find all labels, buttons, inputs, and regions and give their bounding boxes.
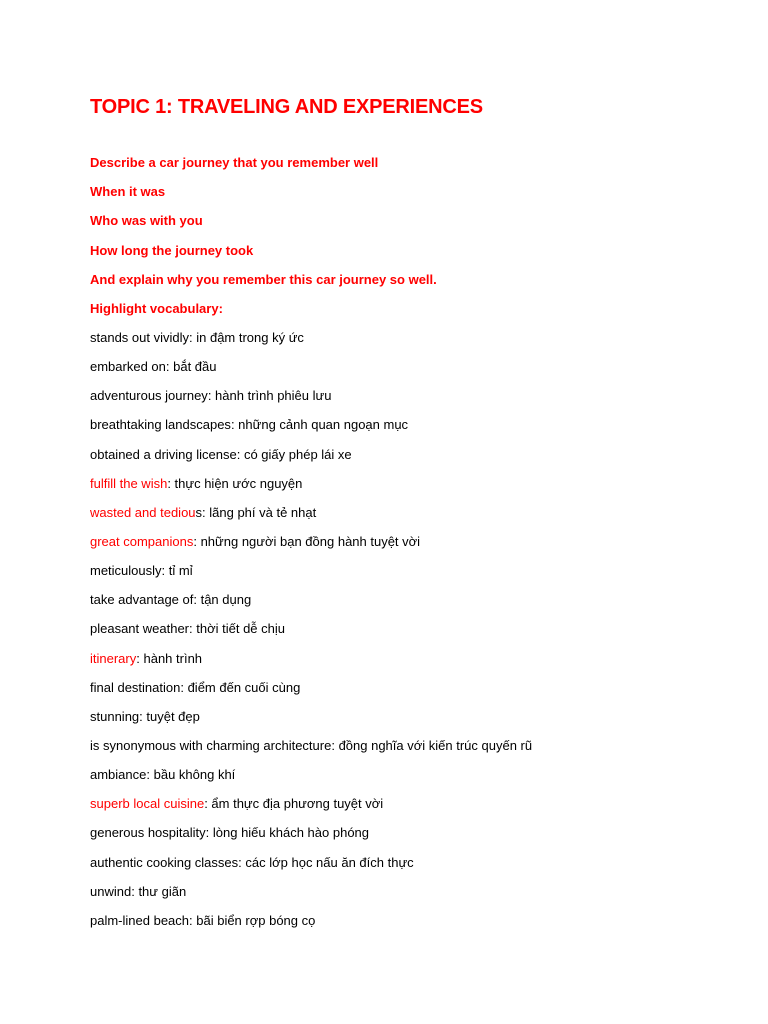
term-separator: : xyxy=(146,767,154,783)
vocabulary-item xyxy=(90,355,532,384)
vocabulary-item xyxy=(90,792,532,821)
vocabulary-term: palm-lined beach xyxy=(90,912,190,928)
term-separator: : xyxy=(204,796,212,812)
term-separator: : xyxy=(230,417,239,433)
term-separator: : xyxy=(202,504,210,520)
vocabulary-term-tail: s xyxy=(195,504,203,520)
term-separator: : xyxy=(189,330,197,345)
vocabulary-meaning: bắt đầu xyxy=(173,359,217,375)
vocabulary-item xyxy=(90,705,532,734)
vocabulary-term: breathtaking landscapes xyxy=(90,417,231,433)
vocabulary-item xyxy=(90,326,532,355)
vocabulary-term: generous hospitality xyxy=(90,825,206,841)
vocabulary-meaning: tỉ mỉ xyxy=(168,563,193,579)
vocabulary-item xyxy=(90,763,532,792)
vocabulary-item xyxy=(90,821,532,850)
vocabulary-term: fulfill the wish xyxy=(90,475,168,491)
vocabulary-meaning: đồng nghĩa với kiến trúc quyến rũ xyxy=(338,737,533,753)
term-separator: : xyxy=(331,737,339,753)
term-separator: : xyxy=(189,621,197,637)
vocabulary-term: superb local cuisine xyxy=(90,796,205,812)
vocabulary-meaning: những người bạn đồng hành tuyệt vời xyxy=(200,533,421,549)
vocabulary-item xyxy=(90,909,532,938)
vocabulary-term: stunning xyxy=(90,708,140,724)
vocabulary-term: final destination xyxy=(90,679,181,695)
term-separator: : xyxy=(193,533,201,549)
term-separator: : xyxy=(139,708,147,724)
vocabulary-term: authentic cooking classes xyxy=(90,854,239,870)
term-separator: : xyxy=(131,883,139,899)
prompt-line: Who was with you xyxy=(90,213,203,229)
term-separator: : xyxy=(207,388,216,404)
vocabulary-term: pleasant weather xyxy=(90,621,190,637)
vocabulary-meaning: in đậm trong ký ức xyxy=(196,330,304,345)
vocabulary-term: itinerary xyxy=(90,650,137,666)
term-separator: : xyxy=(189,912,197,928)
vocabulary-heading: Highlight vocabulary: xyxy=(90,300,223,316)
term-separator: : xyxy=(167,475,175,491)
vocabulary-term: is synonymous with charming architecture xyxy=(90,737,332,753)
vocabulary-term: embarked on xyxy=(90,359,166,375)
prompt-line: Describe a car journey that you remember well xyxy=(90,155,379,170)
term-separator: : xyxy=(238,854,246,870)
vocabulary-term: wasted and tediou xyxy=(90,504,196,520)
vocabulary-item xyxy=(90,530,532,559)
vocabulary-item xyxy=(90,413,532,442)
vocabulary-meaning: bãi biển rợp bóng cọ xyxy=(196,912,316,928)
prompt-line: How long the journey took xyxy=(90,242,254,258)
vocabulary-term: stands out vividly xyxy=(90,330,189,345)
vocabulary-item xyxy=(90,501,532,530)
vocabulary-meaning: tận dụng xyxy=(200,592,252,608)
vocabulary-meaning: thư giãn xyxy=(138,883,187,899)
prompt-list xyxy=(90,151,437,326)
vocabulary-item xyxy=(90,676,532,705)
vocabulary-term: ambiance xyxy=(90,767,147,783)
vocabulary-meaning: các lớp học nấu ăn đích thực xyxy=(245,854,414,870)
vocabulary-meaning: thời tiết dễ chịu xyxy=(196,621,285,637)
vocabulary-meaning: tuyệt đẹp xyxy=(146,708,200,724)
vocabulary-item xyxy=(90,588,532,617)
vocabulary-term: obtained a driving license xyxy=(90,446,237,462)
document-title: TOPIC 1: TRAVELING AND EXPERIENCES xyxy=(90,96,483,118)
vocabulary-item xyxy=(90,559,532,588)
vocabulary-term: adventurous journey xyxy=(90,388,208,404)
vocabulary-list xyxy=(90,326,532,938)
vocabulary-meaning: thực hiện ước nguyện xyxy=(174,475,303,491)
vocabulary-item xyxy=(90,647,532,676)
vocabulary-item xyxy=(90,734,532,763)
vocabulary-meaning: bầu không khí xyxy=(153,767,236,783)
vocabulary-item xyxy=(90,851,532,880)
term-separator: : xyxy=(193,592,201,608)
term-separator: : xyxy=(180,679,188,695)
vocabulary-meaning: lãng phí và tẻ nhạt xyxy=(209,504,317,520)
vocabulary-item xyxy=(90,880,532,909)
term-separator: : xyxy=(205,825,213,841)
prompt-line: And explain why you remember this car journey so well. xyxy=(90,271,437,287)
term-separator: : xyxy=(165,359,174,375)
vocabulary-term: great companions xyxy=(90,533,194,549)
term-separator: : xyxy=(161,563,169,579)
vocabulary-term: unwind xyxy=(90,883,132,899)
vocabulary-meaning: có giấy phép lái xe xyxy=(243,446,352,462)
vocabulary-item xyxy=(90,384,532,413)
vocabulary-term: take advantage of xyxy=(90,592,194,608)
prompt-line: When it was xyxy=(90,184,166,200)
vocabulary-meaning: điểm đến cuối cùng xyxy=(187,679,301,695)
vocabulary-meaning: ẩm thực địa phương tuyệt vời xyxy=(211,796,384,812)
vocabulary-item xyxy=(90,443,532,472)
vocabulary-meaning: lòng hiếu khách hào phóng xyxy=(212,825,370,841)
vocabulary-meaning: hành trình xyxy=(143,650,203,666)
term-separator: : xyxy=(136,650,144,666)
vocabulary-item xyxy=(90,617,532,646)
vocabulary-term: meticulously xyxy=(90,563,162,579)
term-separator: : xyxy=(236,446,244,462)
vocabulary-item xyxy=(90,472,532,501)
vocabulary-meaning: những cảnh quan ngoạn mục xyxy=(238,417,409,433)
vocabulary-meaning: hành trình phiêu lưu xyxy=(215,388,332,404)
